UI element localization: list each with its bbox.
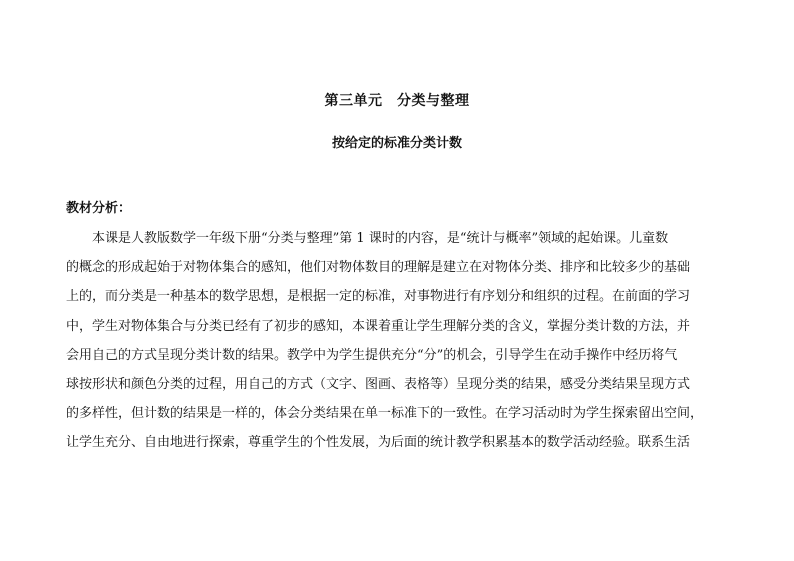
page-title: 第三单元 分类与整理 xyxy=(324,93,470,109)
paragraph-line: 的多样性，但计数的结果是一样的，体会分类结果在单一标准下的一致性。在学习活动时为学生探索留出空间， xyxy=(66,406,704,422)
paragraph-line: 上的，而分类是一种基本的数学思想，是根据一定的标准，对事物进行有序划分和组织的过程。在前面的学习 xyxy=(66,289,691,305)
section-heading: 教材分析： xyxy=(66,201,132,216)
paragraph-line: 中，学生对物体集合与分类已经有了初步的感知，本课着重让学生理解分类的含义，掌握分类计数的方法，并 xyxy=(66,318,691,334)
page-subtitle: 按给定的标准分类计数 xyxy=(331,136,462,151)
paragraph-line: 球按形状和颜色分类的过程，用自己的方式（文字、图画、表格等）呈现分类的结果，感受分类结果呈现方式 xyxy=(66,376,691,392)
paragraph-line: 本课是人教版数学一年级下册“分类与整理”第 1 课时的内容，是“统计与概率”领域的起始课。儿童数 xyxy=(92,231,669,246)
body-paragraph xyxy=(66,224,728,458)
paragraph-line: 让学生充分、自由地进行探索，尊重学生的个性发展，为后面的统计教学积累基本的数学活动经验。联系生活 xyxy=(66,435,691,451)
paragraph-line: 会用自己的方式呈现分类计数的结果。教学中为学生提供充分“分”的机会，引导学生在动手操作中经历将气 xyxy=(66,347,678,363)
paragraph-line: 的概念的形成起始于对物体集合的感知，他们对物体数目的理解是建立在对物体分类、排序和比较多少的基础 xyxy=(66,260,691,276)
